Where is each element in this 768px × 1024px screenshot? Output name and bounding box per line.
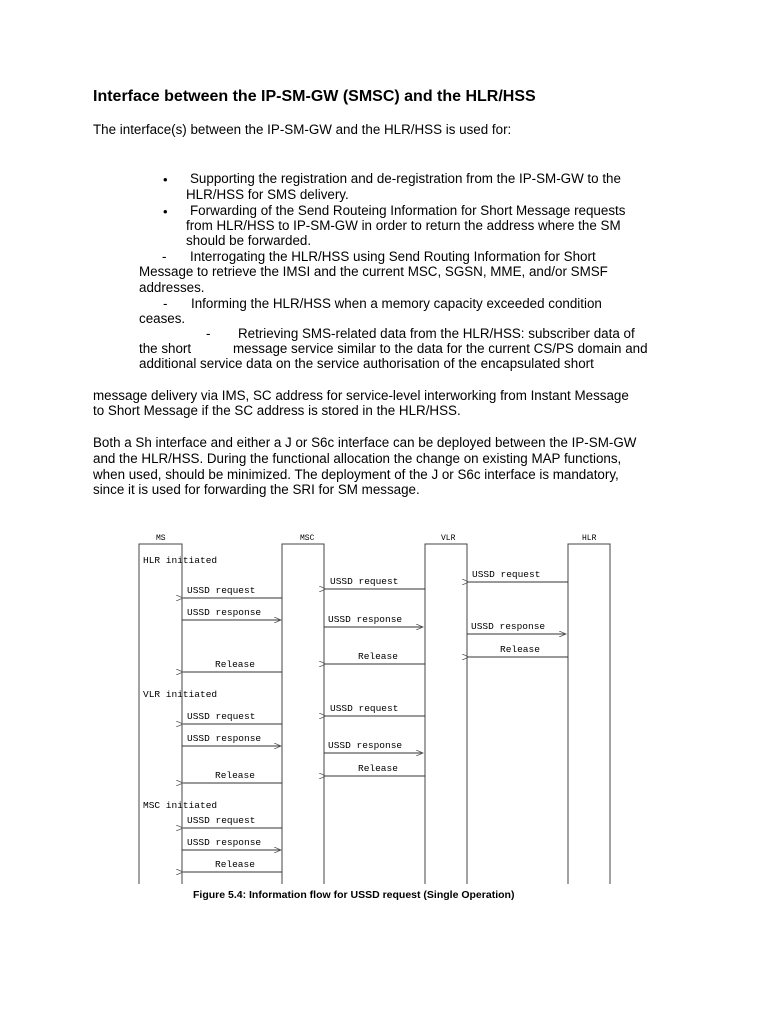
column-header-msc: MSC xyxy=(300,534,315,543)
dash-3-line-3: additional service data on the service authorisation of the encapsulated short xyxy=(139,356,594,371)
bullet-icon: • xyxy=(163,204,168,219)
column-header-hlr: HLR xyxy=(582,534,597,543)
msg-release: Release xyxy=(358,651,398,662)
paragraph-2-line-4: since it is used for forwarding the SRI for SM message. xyxy=(93,482,420,497)
paragraph-1-line-1: message delivery via IMS, SC address for service-level interworking from Instant Message xyxy=(93,388,629,403)
dash-3-line-2b: message service similar to the data for the current CS/PS domain and xyxy=(233,341,648,356)
bullet-2-line-2: from HLR/HSS to IP-SM-GW in order to return the address where the SM xyxy=(186,218,621,233)
bullet-2-line-1: Forwarding of the Send Routeing Information for Short Message requests xyxy=(190,203,626,218)
msg-ussd-request: USSD request xyxy=(330,576,399,587)
msg-release: Release xyxy=(215,770,255,781)
msg-ussd-request: USSD request xyxy=(187,711,256,722)
msg-ussd-response: USSD response xyxy=(187,837,262,848)
paragraph-1-line-2: to Short Message if the SC address is stored in the HLR/HSS. xyxy=(93,403,461,418)
msg-ussd-request: USSD request xyxy=(330,703,399,714)
dash-3-line-1: Retrieving SMS-related data from the HLR/HSS: subscriber data of xyxy=(238,326,635,341)
dash-marker: - xyxy=(163,296,168,311)
dash-1-line-3: addresses. xyxy=(139,280,205,295)
paragraph-2-line-2: and the HLR/HSS. During the functional allocation the change on existing MAP functions, xyxy=(93,451,622,466)
dash-2-line-1: Informing the HLR/HSS when a memory capacity exceeded condition xyxy=(191,296,602,311)
dash-1-line-1: Interrogating the HLR/HSS using Send Routing Information for Short xyxy=(190,249,596,264)
ussd-sequence-diagram xyxy=(130,522,630,886)
msg-ussd-response: USSD response xyxy=(471,621,546,632)
bullet-2-line-3: should be forwarded. xyxy=(186,233,312,248)
msg-release: Release xyxy=(215,859,255,870)
dash-marker: - xyxy=(162,249,167,264)
lifeline-vlr xyxy=(425,544,467,884)
column-header-vlr: VLR xyxy=(441,534,456,543)
column-header-ms: MS xyxy=(156,534,166,543)
lifeline-msc xyxy=(282,544,324,884)
bullet-1-line-1: Supporting the registration and de-registration from the IP-SM-GW to the xyxy=(190,171,621,186)
msg-ussd-request: USSD request xyxy=(472,569,541,580)
bullet-icon: • xyxy=(163,172,168,187)
section-vlr-initiated: VLR initiated xyxy=(143,689,218,700)
dash-1-line-2: Message to retrieve the IMSI and the current MSC, SGSN, MME, and/or SMSF xyxy=(139,264,608,279)
msg-ussd-response: USSD response xyxy=(328,740,403,751)
paragraph-2-line-1: Both a Sh interface and either a J or S6c interface can be deployed between the IP-SM-GW xyxy=(93,435,637,450)
section-msc-initiated: MSC initiated xyxy=(143,800,218,811)
paragraph-2-line-3: when used, should be minimized. The deployment of the J or S6c interface is mandatory, xyxy=(93,467,619,482)
page-title: Interface between the IP-SM-GW (SMSC) and the HLR/HSS xyxy=(93,88,536,105)
msg-ussd-response: USSD response xyxy=(187,607,262,618)
section-hlr-initiated: HLR initiated xyxy=(143,555,218,566)
msg-ussd-request: USSD request xyxy=(187,815,256,826)
figure-caption: Figure 5.4: Information flow for USSD request (Single Operation) xyxy=(193,889,515,901)
dash-marker: - xyxy=(206,326,211,341)
msg-ussd-response: USSD response xyxy=(187,733,262,744)
bullet-1-line-2: HLR/HSS for SMS delivery. xyxy=(186,187,349,202)
lifeline-hlr xyxy=(568,544,610,884)
dash-3-line-2a: the short xyxy=(139,341,192,356)
msg-release: Release xyxy=(500,644,540,655)
msg-ussd-response: USSD response xyxy=(328,614,403,625)
dash-2-line-2: ceases. xyxy=(139,311,186,326)
lifeline-ms xyxy=(139,544,182,884)
intro-text: The interface(s) between the IP-SM-GW and the HLR/HSS is used for: xyxy=(93,122,512,137)
msg-ussd-request: USSD request xyxy=(187,585,256,596)
msg-release: Release xyxy=(215,659,255,670)
msg-release: Release xyxy=(358,763,398,774)
